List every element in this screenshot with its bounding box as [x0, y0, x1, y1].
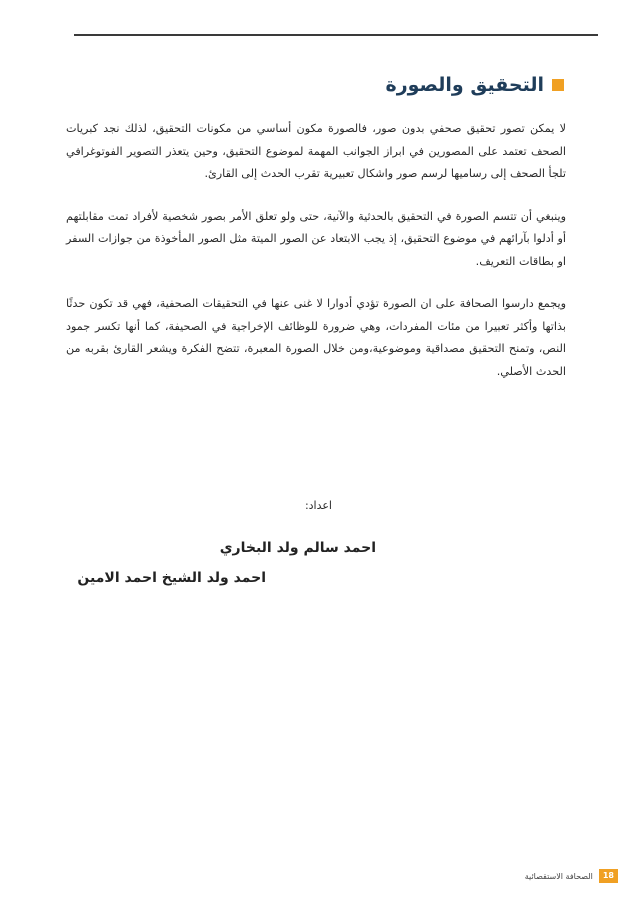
page-number-badge: 18 [599, 869, 618, 883]
heading-bullet-square [552, 79, 564, 91]
footer-publication-title: الصحافة الاستقصائية [524, 871, 593, 881]
paragraph-3: ويجمع دارسوا الصحافة على ان الصورة تؤدي أدوارا لا غنى عنها في التحقيقات الصحفية، فهي قد تكون حدثًا بذاتها وأكثر تعبيرا من مئات المفردات، وهي ضرورة للوظائف الإخراجية في الصحيفة، كما أنها تكسر جمود النص، وتمنح التحقيق مصداقية وموضوعية،ومن خلال الصورة المعبرة، تتضح الفكرة ويشعر القارئ بقربه من الحدث الأصلي. [66, 297, 566, 378]
paragraph-2: وينبغي أن تتسم الصورة في التحقيق بالحدثية والآنية، حتى ولو تعلق الأمر بصور شخصية لأفراد تمت مقابلتهم أو أدلوا بآرائهم في موضوع التحقيق، إذ يجب الابتعاد عن الصور الميتة مثل الصور المأخوذة من جوازات السفر او بطاقات التعريف. [66, 209, 566, 268]
page-footer [525, 869, 618, 883]
top-divider [74, 34, 598, 36]
section-title: التحقيق والصورة [385, 74, 544, 96]
paragraph-1: لا يمكن تصور تحقيق صحفي بدون صور، فالصورة مكون أساسي من مكونات التحقيق، لذلك نجد كبريات الصحف تعتمد على المصورين في ابراز الجوانب المهمة لموضوع التحقيق، وحين يتعذر التصوير الفوتوغرافي تلجأ الصحف إلى رساميها لرسم صور واشكال تعبيرية تقرب الحدث إلى القارئ. [66, 122, 566, 180]
section-heading [74, 74, 564, 96]
article-body [66, 118, 566, 403]
author-name-1: احمد سالم ولد البخاري [219, 540, 376, 556]
author-name-2: احمد ولد الشيخ احمد الامين [77, 570, 266, 586]
prepared-by-label: اعداد: [304, 499, 332, 512]
